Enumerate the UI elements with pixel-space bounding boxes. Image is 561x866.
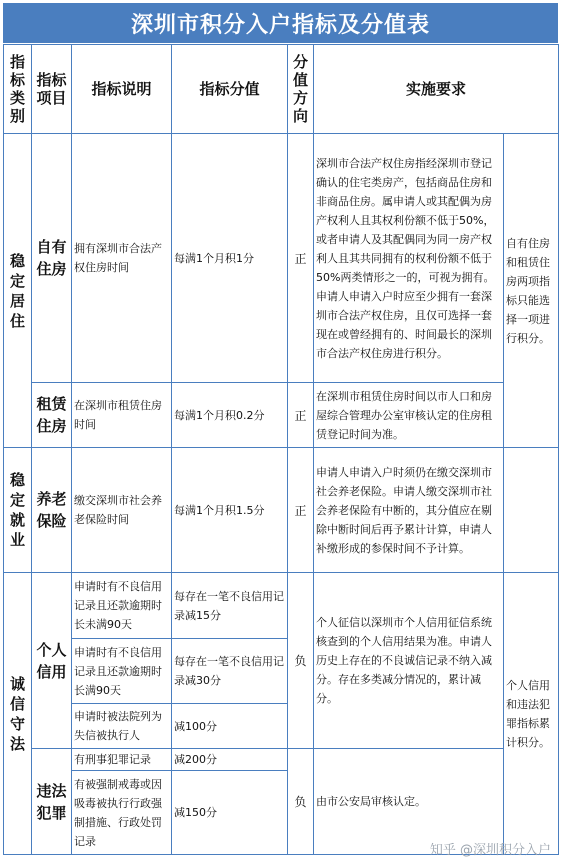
direction-credit: 负: [288, 573, 314, 749]
header-requirement: 实施要求: [314, 45, 559, 134]
header-row: [4, 45, 559, 134]
note-integrity: 个人信用和违法犯罪指标累计积分。: [504, 573, 559, 855]
table-row: [4, 134, 559, 383]
desc-credit-2: 申请时有不良信用记录且还款逾期时长满90天: [72, 639, 172, 704]
desc-own-house: 拥有深圳市合法产权住房时间: [72, 134, 172, 383]
points-table: [3, 44, 559, 855]
item-crime: 违法犯罪: [32, 749, 72, 855]
header-score: 指标分值: [172, 45, 288, 134]
score-credit-1: 每存在一笔不良信用记录减15分: [172, 573, 288, 639]
table-row: [4, 573, 559, 639]
note-empty: [504, 448, 559, 573]
table-row: [4, 383, 559, 448]
requirement-own-house: 深圳市合法产权住房指经深圳市登记确认的住宅类房产，包括商品住房和非商品住房。属申请人或其配偶为房产权利人且其权利份额不低于50%，或者申请人及其配偶同为同一房产权利人且其共同拥有的权利份额不低于50%两类情形之一的，可视为拥有。申请人申请入户时应至少拥有一套深圳市合法产权住房，且仅可选择一套现在或曾经拥有的、时间最长的深圳市合法产权住房进行积分。: [314, 134, 504, 383]
desc-pension: 缴交深圳市社会养老保险时间: [72, 448, 172, 573]
direction-rent-house: 正: [288, 383, 314, 448]
category-employment: 稳定就业: [4, 448, 32, 573]
item-credit: 个人信用: [32, 573, 72, 749]
table-title: 深圳市积分入户指标及分值表: [3, 3, 558, 43]
score-credit-3: 减100分: [172, 704, 288, 749]
desc-credit-1: 申请时有不良信用记录且还款逾期时长未满90天: [72, 573, 172, 639]
requirement-pension: 申请人申请入户时须仍在缴交深圳市社会养老保险。申请人缴交深圳市社会养老保险有中断的，其分值应在剔除中断时间后再予累计计算，申请人补缴形成的参保时间不予计算。: [314, 448, 504, 573]
score-credit-2: 每存在一笔不良信用记录减30分: [172, 639, 288, 704]
desc-credit-3: 申请时被法院列为失信被执行人: [72, 704, 172, 749]
score-rent-house: 每满1个月积0.2分: [172, 383, 288, 448]
header-category: 指标类别: [4, 45, 32, 134]
item-rent-house: 租赁住房: [32, 383, 72, 448]
score-crime-2: 减150分: [172, 771, 288, 855]
item-own-house: 自有住房: [32, 134, 72, 383]
score-pension: 每满1个月积1.5分: [172, 448, 288, 573]
table-row: [4, 448, 559, 573]
header-item: 指标项目: [32, 45, 72, 134]
header-desc: 指标说明: [72, 45, 172, 134]
category-integrity: 诚信守法: [4, 573, 32, 855]
desc-crime-1: 有刑事犯罪记录: [72, 749, 172, 771]
category-housing: 稳定居住: [4, 134, 32, 448]
requirement-crime: 由市公安局审核认定。: [314, 749, 504, 855]
desc-rent-house: 在深圳市租赁住房时间: [72, 383, 172, 448]
desc-crime-2: 有被强制戒毒或因吸毒被执行行政强制措施、行政处罚记录: [72, 771, 172, 855]
note-housing: 自有住房和租赁住房两项指标只能选择一项进行积分。: [504, 134, 559, 448]
header-direction: 分值方向: [288, 45, 314, 134]
score-crime-1: 减200分: [172, 749, 288, 771]
item-pension: 养老保险: [32, 448, 72, 573]
direction-crime: 负: [288, 749, 314, 855]
direction-pension: 正: [288, 448, 314, 573]
requirement-rent-house: 在深圳市租赁住房时间以市人口和房屋综合管理办公室审核认定的住房租赁登记时间为准。: [314, 383, 504, 448]
requirement-credit: 个人征信以深圳市个人信用征信系统核查到的个人信用结果为准。申请人历史上存在的不良诚信记录不纳入减分。存在多类减分情况的，累计减分。: [314, 573, 504, 749]
table-row: [4, 749, 559, 771]
direction-own-house: 正: [288, 134, 314, 383]
watermark: 知乎 @深圳积分入户: [429, 843, 551, 858]
score-own-house: 每满1个月积1分: [172, 134, 288, 383]
